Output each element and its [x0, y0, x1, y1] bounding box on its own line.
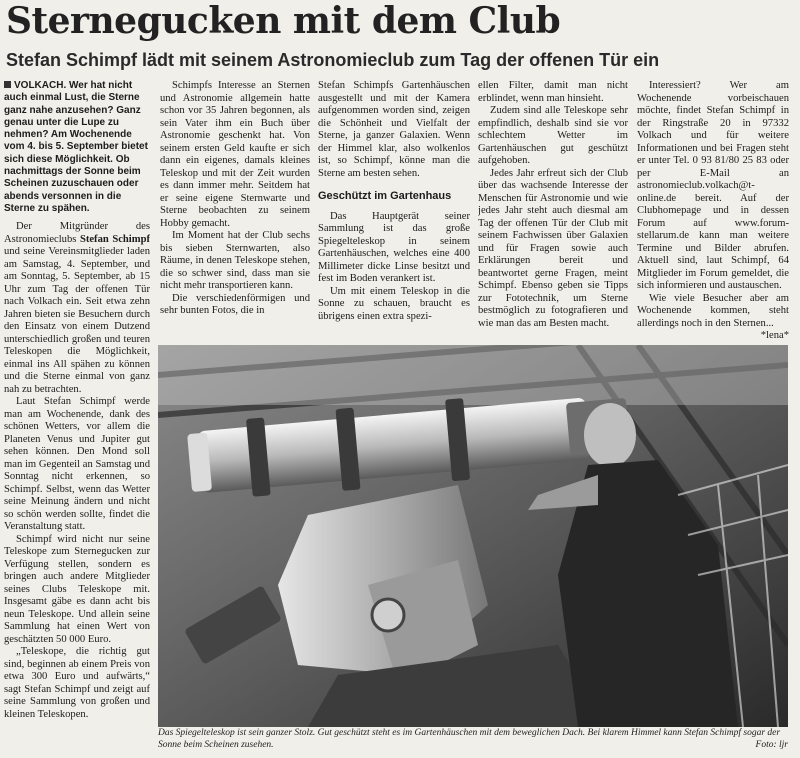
body-text: Der Mitgründer des Astronomieclubs [4, 221, 150, 245]
body-paragraph: Zudem sind alle Teleskope sehr empfindlich, deshalb sind sie vor schlechtem Wetter im Gartenhäuschen gut geschützt aufgehoben. [478, 105, 628, 166]
dateline: VOLKACH. [14, 80, 67, 91]
body-paragraph [4, 221, 150, 396]
intro-text: Wer hat nicht auch einmal Lust, die Sterne ganz nahe anzusehen? Ganz genau unter die Lupe zu nehmen? Am Wochenende vom 4. bis 5. September bietet sich diese Möglichkeit. Ob nachmittags der Sonne beim Scheinen zuzuschauen oder abends versonnen in die Sterne zu spähen. [4, 80, 148, 214]
column-5 [637, 80, 789, 342]
column-3 [318, 80, 470, 342]
headline: Sternegucken mit dem Club [6, 0, 561, 42]
body-paragraph: Schimpfs Interesse an Sternen und Astronomie allgemein hatte schon vor 35 Jahren begonnen, als sein Vater ihm ein Buch über Astronomie geschenkt hat. Von seinem ersten Geld kaufte er sich dann ein eigenes, damals kleines Teleskop und mit der Zeit wurden es dann immer mehr. Seitdem hat er seine eigene Sternwarte und Sterne beobachten zu seinem Hobby gemacht. [160, 80, 310, 229]
column-4 [478, 80, 628, 342]
body-text: und seine Vereinsmitglieder laden am Samstag, 4. September, und am Sonntag, 5. September, ab 15 Uhr zum Tag der offenen Tür nach Volkach ein. Seit etwa zehn Jahren bieten sie Besuchern durch den Einsatz von einem Dutzend unterschiedlich großen und teuren Teleskopen die Möglichkeit, einmal ins All spähen zu können und die Sterne einmal von ganz nah zu betrachten. [4, 246, 150, 395]
body-paragraph: Stefan Schimpfs Gartenhäuschen ausgestellt und mit der Kamera aufgenommen worden sind, zeigen die Schönheit und Vielfalt der Sterne, ja ganzer Galaxien. Wenn der Himmel klar, also wolkenlos ist, so Schimpf, könne man die Sterne am besten sehen. [318, 80, 470, 179]
column-2 [160, 80, 310, 342]
telescope-photo-image [158, 345, 788, 727]
section-heading: Geschützt im Gartenhaus [318, 190, 452, 202]
subheadline: Stefan Schimpf lädt mit seinem Astronomieclub zum Tag der offenen Tür ein [6, 50, 660, 70]
photo-caption: Das Spiegelteleskop ist sein ganzer Stolz. Gut geschützt steht es im Gartenhäuschen mit dem beweglichen Dach. Bei klarem Himmel kann Stefan Schimpf sogar der Sonne beim Scheinen zusehen. [158, 728, 781, 750]
body-paragraph: Im Moment hat der Club sechs bis sieben Sternwarten, also Räume, in denen Teleskope stehen, die so schwer sind, dass man sie nicht mehr transportieren kann. [160, 230, 310, 291]
body-paragraph: Das Hauptgerät seiner Sammlung ist das große Spiegelteleskop in seinem Gartenhäuschen, welches eine 400 Millimeter dicke Linse besitzt und fest im Boden verankert ist. [318, 210, 470, 284]
telescope-photo [158, 345, 788, 727]
body-paragraph: „Teleskope, die richtig gut sind, beginnen ab einem Preis von etwa 300 Euro und aufwärts,“ sagt Stefan Schimpf und zeigt auf seine Sammlung von großen und kleinen Teleskopen. [4, 646, 150, 720]
body-paragraph: Schimpf wird nicht nur seine Teleskope zum Sternegucken zur Verfügung stellen, sondern es bringen auch andere Mitglieder seines Clubs Teleskope mit. Insgesamt gäbe es dann acht bis neun Teleskope. Und allein seine Sammlung hat einen Wert von geschätzten 50 000 Euro. [4, 533, 150, 645]
body-paragraph: Um mit einem Teleskop in die Sonne zu schauen, braucht es übrigens einen extra spezi- [318, 285, 470, 322]
body-paragraph: Interessiert? Wer am Wochenende vorbeischauen möchte, findet Stefan Schimpf in der Ringstraße 20 in 97332 Volkach und für weitere Informationen und bei Fragen steht er unter Tel. 0 93 81/80 25 83 oder per E-Mail an astronomieclub.volkach@t-online.de bereit. Auf der Clubhomepage und in dessen Forum auf www.forum-stellarum.de kann man weitere Termine und Bilder abrufen. Aktuell sind, laut Schimpf, 64 Mitglieder im Forum gemeldet, die sich informieren und austauschen. [637, 80, 789, 291]
intro-paragraph [4, 80, 150, 215]
column-1 [4, 80, 150, 756]
person-name: Stefan Schimpf [79, 233, 150, 245]
author-signature: *lena* [760, 330, 789, 341]
body-paragraph: Laut Stefan Schimpf werde man am Wochenende, dank des schönen Wetters, vor allem die Planeten Venus und Jupiter gut sehen können. Den Mond soll man im Gegenteil an Samstag und Sonntag nicht erkennen, so Schimpf. Selbst, wenn das Wetter seine Meinung ändern und nicht so schön werden sollte, findet die Veranstaltung statt. [4, 396, 150, 533]
body-paragraph: Jedes Jahr erfreut sich der Club über das wachsende Interesse der Menschen für Astronomie und wie jedes Jahr steht auch diesmal am Tag der offenen Tür der Club mit seinem Fachwissen über Galaxien und für Fragen sowie auch Erklärungen bereit und beantwortet gerne Fragen, meint Schimpf. Ebenso geben sie Tipps zur Fototechnik, um Sterne bestmöglich zu fotografieren und wie man das am Besten macht. [478, 167, 628, 329]
body-paragraph: Die verschiedenförmigen und sehr bunten Fotos, die in [160, 292, 310, 316]
photo-credit: Foto: ljr [755, 740, 788, 750]
bullet-square-icon [4, 81, 11, 88]
body-paragraph: Wie viele Besucher aber am Wochenende kommen, steht allerdings noch in den Sternen... [637, 292, 789, 329]
body-paragraph: ellen Filter, damit man nicht erblindet, wenn man hinsieht. [478, 80, 628, 104]
